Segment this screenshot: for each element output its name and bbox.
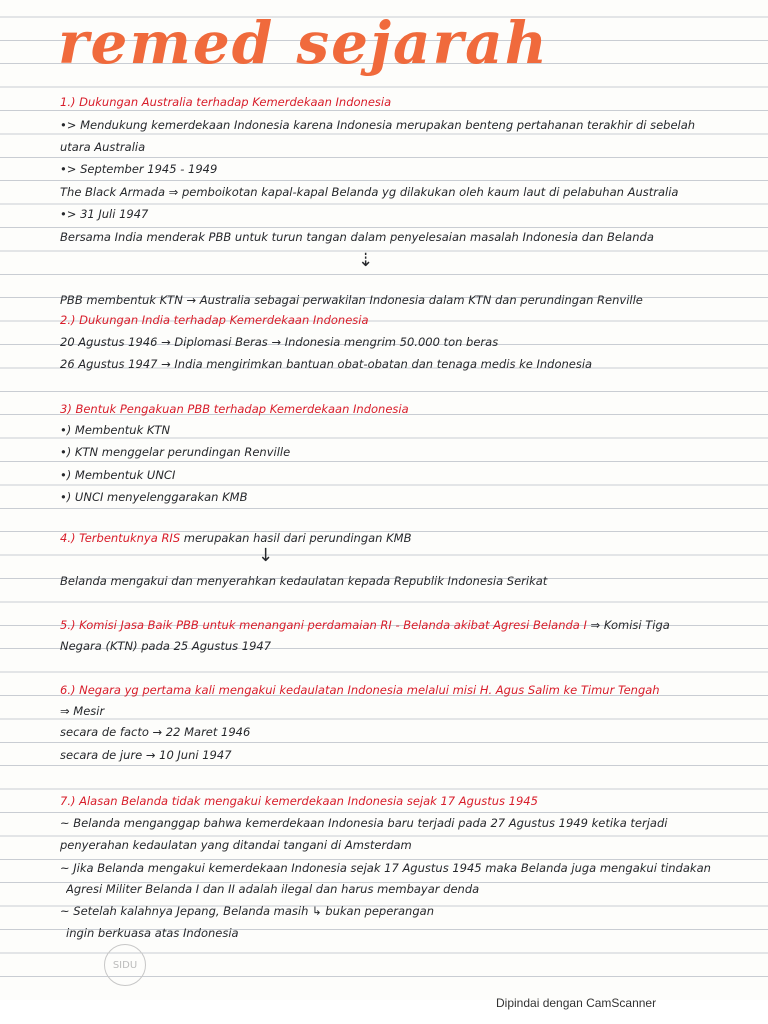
note-line: 20 Agustus 1946 → Diplomasi Beras → Indonesia mengrim 50.000 ton beras [60, 335, 499, 349]
note-line: secara de jure → 10 Juni 1947 [60, 748, 232, 762]
note-line: •> Mendukung kemerdekaan Indonesia karena Indonesia merupakan benteng pertahanan terakhir di sebelah [60, 118, 696, 132]
note-line: Belanda mengakui dan menyerahkan kedaulatan kepada Republik Indonesia Serikat [60, 574, 548, 588]
heading-5-red-part: 5.) Komisi Jasa Baik PBB untuk menangani perdamaian RI - Belanda akibat Agresi Belanda I [60, 618, 587, 632]
note-line: Bersama India menderak PBB untuk turun tangan dalam penyelesaian masalah Indonesia dan Belanda [60, 230, 654, 244]
side-note: ↳ bukan peperangan [312, 904, 434, 918]
heading-6: 6.) Negara yg pertama kali mengakui kedaulatan Indonesia melalui misi H. Agus Salim ke Timur Tengah [60, 683, 660, 697]
paper-brand-stamp: SIDU [104, 944, 146, 986]
note-line: •> September 1945 - 1949 [60, 162, 218, 176]
heading-4-red-part: 4.) Terbentuknya RIS [60, 531, 181, 545]
heading-7: 7.) Alasan Belanda tidak mengakui kemerdekaan Indonesia sejak 17 Agustus 1945 [60, 794, 538, 808]
list-item: •) KTN menggelar perundingan Renville [60, 445, 291, 459]
note-line: secara de facto → 22 Maret 1946 [60, 725, 251, 739]
list-item: •) UNCI menyelenggarakan KMB [60, 490, 248, 504]
note-line: Agresi Militer Belanda I dan II adalah ilegal dan harus membayar denda [66, 882, 480, 896]
squiggle-down-arrow-icon: ⇣ [358, 250, 374, 271]
list-item: •) Membentuk KTN [60, 423, 171, 437]
down-arrow-icon: ↓ [258, 545, 274, 566]
heading-5 [60, 614, 720, 636]
note-line: The Black Armada ⇒ pemboikotan kapal-kapal Belanda yg dilakukan oleh kaum laut di pelabuhan Australia [60, 185, 679, 199]
list-item: •) Membentuk UNCI [60, 468, 176, 482]
note-line: ~ Setelah kalahnya Jepang, Belanda masih [60, 904, 309, 918]
note-line: Negara (KTN) pada 25 Agustus 1947 [60, 639, 272, 653]
page-title: remed sejarah [58, 9, 549, 77]
heading-4-black-part: merupakan hasil dari perundingan KMB [180, 531, 412, 545]
note-line: •> 31 Juli 1947 [60, 207, 149, 221]
note-line: utara Australia [60, 140, 146, 154]
note-line: penyerahan kedaulatan yang ditandai tangani di Amsterdam [60, 838, 412, 852]
note-line: ~ Belanda menganggap bahwa kemerdekaan Indonesia baru terjadi pada 27 Agustus 1949 ketika terjadi [60, 816, 668, 830]
note-line: ⇒ Mesir [60, 704, 105, 718]
note-line: ~ Jika Belanda mengakui kemerdekaan Indonesia sejak 17 Agustus 1945 maka Belanda juga mengakui tindakan [60, 861, 711, 875]
note-line: ingin berkuasa atas Indonesia [66, 926, 239, 940]
scanner-watermark: Dipindai dengan CamScanner [496, 996, 657, 1010]
heading-5-black-part: ⇒ Komisi Tiga [586, 618, 670, 632]
note-line: PBB membentuk KTN → Australia sebagai perwakilan Indonesia dalam KTN dan perundingan Renville [60, 293, 643, 307]
heading-2: 2.) Dukungan India terhadap Kemerdekaan Indonesia [60, 313, 369, 327]
heading-1: 1.) Dukungan Australia terhadap Kemerdekaan Indonesia [60, 95, 392, 109]
heading-4 [60, 527, 720, 549]
note-line: 26 Agustus 1947 → India mengirimkan bantuan obat-obatan dan tenaga medis ke Indonesia [60, 357, 593, 371]
heading-3: 3) Bentuk Pengakuan PBB terhadap Kemerdekaan Indonesia [60, 402, 409, 416]
